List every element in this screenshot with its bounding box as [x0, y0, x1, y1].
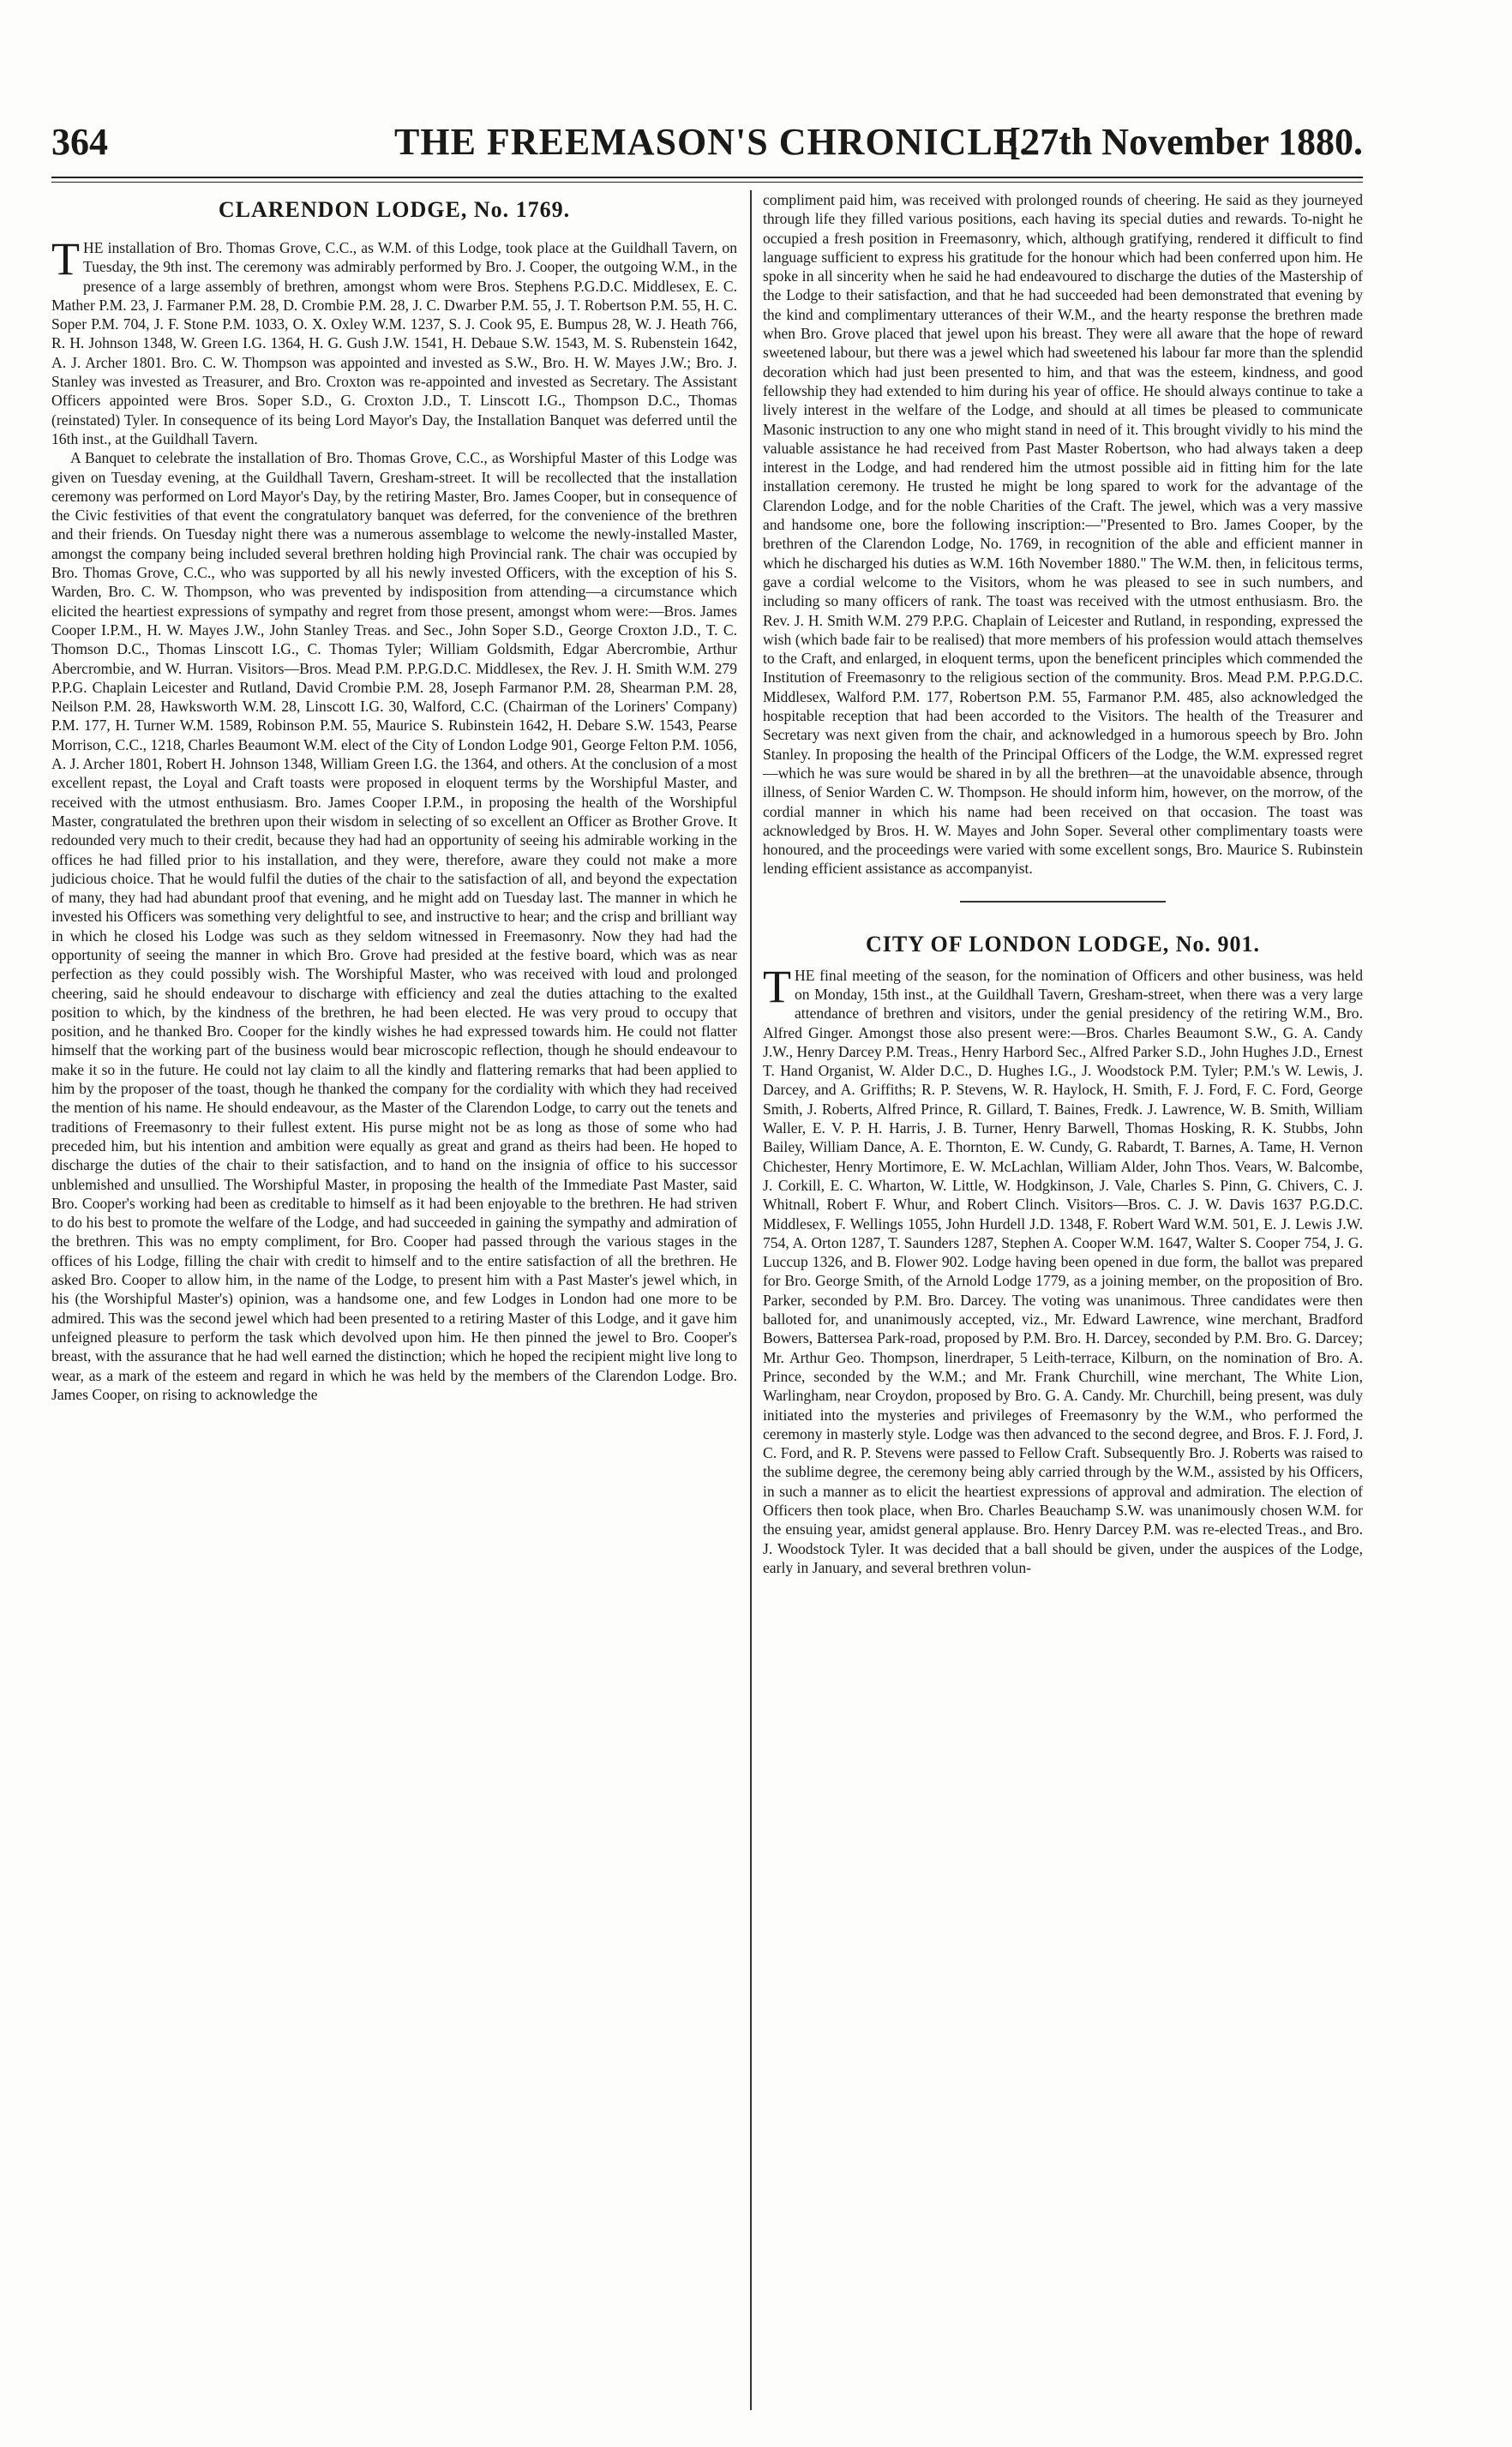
city-of-london-paragraph-1: [763, 960, 1363, 1578]
right-column: [763, 190, 1363, 1577]
page-number: 364: [51, 121, 108, 163]
clarendon-paragraph-1: [51, 233, 737, 448]
masthead: [51, 120, 1363, 175]
masthead-rule-thick: [51, 177, 1363, 178]
city-of-london-heading: CITY OF LONDON LODGE, No. 901.: [866, 931, 1260, 957]
article-separator: [960, 901, 1166, 903]
left-column: [51, 190, 737, 1404]
city-of-london-drop-cap: T: [763, 960, 791, 1012]
clarendon-paragraph-2: A Banquet to celebrate the installation of Bro. Thomas Grove, C.C., as Worshipful Master of this Lodge was given on Tuesday evening, at the Guildhall Tavern, Gresham-street. It will be recollected that the installation ceremony was performed on Lord Mayor's Day, by the retiring Master, Bro. James Cooper, but in consequence of the Civic festivities of that event the congratulatory banquet was deferred, for the convenience of the brethren and their friends. On Tuesday night there was a numerous assemblage to welcome the newly-installed Master, amongst the company being included several brethren holding high Provincial rank. The chair was occupied by Bro. Thomas Grove, C.C., who was supported by all his newly invested Officers, with the exception of his S. Warden, Bro. C. W. Thompson, who was prevented by indisposition from attending—a circumstance which elicited the heartiest expressions of sympathy and regret from those present, amongst whom were:—Bros. James Cooper I.P.M., H. W. Mayes J.W., John Stanley Treas. and Sec., John Soper S.D., George Croxton J.D., T. C. Thomson D.C., Thomas Linscott I.G., C. Thomas Tyler; William Goldsmith, Edgar Abercrombie, Arthur Abercrombie, and W. Hurran. Visitors—Bros. Mead P.M. P.P.G.D.C. Middlesex, the Rev. J. H. Smith W.M. 279 P.P.G. Chaplain Leicester and Rutland, David Crombie P.M. 28, Joseph Farmanor P.M. 28, Shearman P.M. 28, Neilson P.M. 28, Hawksworth W.M. 28, Linscott I.G. 30, Walford, C.C. (Chairman of the Loriners' Company) P.M. 177, H. Turner W.M. 1589, Robinson P.M. 55, Maurice S. Rubinstein 1642, H. Debare S.W. 1543, Pearse Morrison, C.C., 1218, Charles Beaumont W.M. elect of the City of London Lodge 901, George Felton P.M. 1056, A. J. Archer 1801, Robert H. Johnson 1348, William Green I.G. the 1364, and others. At the conclusion of a most excellent repast, the Loyal and Craft toasts were proposed in eloquent terms by the Worshipful Master, and received with the utmost enthusiasm. Bro. James Cooper I.P.M., in proposing the health of the Worshipful Master, congratulated the brethren upon their wisdom in selecting of so excellent an Officer as Brother Grove. It redounded very much to their credit, because they had had an opportunity of seeing his admirable working in the offices he had filled prior to his installation, and they were, therefore, aware they could not make a more judicious choice. That he would fulfil the duties of the chair to the satisfaction of all, and beyond the expectation of many, they had had abundant proof that evening, and he might add on Tuesday last. The manner in which he invested his Officers was something very delightful to see, and instructive to hear; and the crisp and brilliant way in which he closed his Lodge was such as they seldom witnessed in Freemasonry. Now they had had the opportunity of seeing the manner in which Bro. Grove had presided at the festive board, which was as near perfection as they could possibly wish. The Worshipful Master, who was received with loud and prolonged cheering, said he should endeavour to discharge with efficiency and zeal the duties attaching to the exalted position to which, by the kindness of the brethren, he had been elected. He was very proud to occupy that position, and he thanked Bro. Cooper for the kindly wishes he had expressed towards him. He could not flatter himself that the working part of the business would bear microscopic reflection, though he should endeavour to make it so in the future. He could not lay claim to all the kindly and flattering remarks that had been applied to him by the proposer of the toast, though he thanked the company for the cordiality with which they had received the mention of his name. He should endeavour, as the Master of the Clarendon Lodge, to carry out the tenets and traditions of Freemasonry to their fullest extent. His purse might not be as long as those of some who had preceded him, but his intention and ambition were equally as great and grand as theirs had been. He hoped to discharge the duties of the chair to their satisfaction, and to hand on the insignia of office to his successor unblemished and unsullied. The Worshipful Master, in proposing the health of the Immediate Past Master, said Bro. Cooper's working had been as creditable to himself as it had been enjoyable to the brethren. He had striven to do his best to promote the welfare of the Lodge, and had succeeded in gaining the sympathy and admiration of the brethren. This was no empty compliment, for Bro. Cooper had passed through the various stages in the offices of his Lodge, filling the chair with credit to himself and to the entire satisfaction of all the brethren. He asked Bro. Cooper to allow him, in the name of the Lodge, to present him with a Past Master's jewel which, in his (the Worshipful Master's) opinion, was a handsome one, and few Lodges in London had one more to be admired. This was the second jewel which had been presented to a retiring Master of this Lodge, and it gave him unfeigned pleasure to perform the task which devolved upon him. He then pinned the jewel to Bro. Cooper's breast, with the assurance that he had well earned the distinction; which he hoped the recipient might live long to wear, as a mark of the esteem and regard in which he was held by the members of the Clarendon Lodge. Bro. James Cooper, on rising to acknowledge the: [51, 449, 737, 1403]
clarendon-heading: CLARENDON LODGE, No. 1769.: [218, 197, 571, 222]
issue-date: [27th November 1880.: [1008, 121, 1363, 163]
clarendon-paragraph-1-text: HE installation of Bro. Thomas Grove, C.C., as W.M. of this Lodge, took place at the Guildhall Tavern, on Tuesday, the 9th inst. The ceremony was admirably performed by Bro. J. Cooper, the outgoing W.M., in the presence of a large assembly of brethren, amongst whom were Bros. Stephens P.G.D.C. Middlesex, E. C. Mather P.M. 23, J. Farmaner P.M. 28, D. Crombie P.M. 28, J. C. Dwarber P.M. 55, J. T. Robertson P.M. 55, H. C. Soper P.M. 704, J. F. Stone P.M. 1033, O. X. Oxley W.M. 1237, S. J. Cook 95, E. Bumpus 28, W. J. Heath 766, R. H. Johnson 1348, W. Green I.G. 1364, H. G. Gush J.W. 1541, H. Debaue S.W. 1543, M. S. Rubenstein 1642, A. J. Archer 1801. Bro. C. W. Thompson was appointed and invested as S.W., Bro. H. W. Mayes J.W.; Bro. J. Stanley was invested as Treasurer, and Bro. Croxton was re-appointed and invested as Secretary. The Assistant Officers appointed were Bros. Soper S.D., G. Croxton J.D., T. Linscott I.G., Thompson D.C., Thomas (reinstated) Tyler. In consequence of its being Lord Mayor's Day, the Installation Banquet was deferred until the 16th inst., at the Guildhall Tavern.: [51, 239, 737, 447]
publication-title: THE FREEMASON'S CHRONICLE.: [394, 121, 1030, 163]
column-divider: [750, 190, 752, 2410]
masthead-rule-thin: [51, 182, 1363, 183]
city-of-london-paragraph-1-text: HE final meeting of the season, for the nomination of Officers and other business, was held on Monday, 15th inst., at the Guildhall Tavern, Gresham-street, when there was a very large attendance of brethren and visitors, under the genial presidency of the retiring W.M., Bro. Alfred Ginger. Amongst those also present were:—Bros. Charles Beaumont S.W., G. A. Candy J.W., Henry Darcey P.M. Treas., Henry Harbord Sec., Alfred Parker S.D., John Hughes J.D., Ernest T. Hand Organist, W. Alder D.C., D. Hughes I.G., J. Woodstock P.M. Tyler; P.M.'s W. Lewis, J. Darcey, and A. Griffiths; R. P. Stevens, W. R. Haylock, H. Smith, F. J. Ford, F. C. Ford, George Smith, J. Roberts, Alfred Prince, R. Gillard, T. Baines, Fredk. J. Lawrence, W. B. Smith, William Waller, E. V. P. H. Harris, J. B. Turner, Henry Barwell, Thomas Hosking, R. K. Stubbs, John Bailey, William Dance, A. E. Thornton, E. W. Cundy, G. Rabardt, T. Barnes, A. Tame, H. Vernon Chichester, Henry Mortimore, E. W. McLachlan, William Alder, John Thos. Vears, W. Balcombe, J. Corkill, E. C. Wharton, W. Little, W. Hodgkinson, J. Vale, Charles S. Pinn, G. Chivers, C. J. Whitnall, Robert F. Whur, and Robert Clinch. Visitors—Bros. C. J. W. Davis 1637 P.G.D.C. Middlesex, F. Wellings 1055, John Hurdell J.D. 1348, F. Robert Ward W.M. 501, E. J. Lewis J.W. 754, A. Orton 1287, T. Saunders 1287, Stephen A. Cooper W.M. 1647, Walter S. Cooper 754, J. G. Luccup 1326, and B. Flower 902. Lodge having been opened in due form, the ballot was prepared for Bro. George Smith, of the Arnold Lodge 1779, as a joining member, on the proposition of Bro. Parker, seconded by P.M. Bro. Darcey. The voting was unanimous. Three candidates were then balloted for, and unanimously accepted, viz., Mr. Edward Lawrence, wine merchant, Bradford Bowers, Battersea Park-road, proposed by P.M. Bro. H. Darcey, seconded by P.M. Bro. G. Darcey; Mr. Arthur Geo. Thompson, linerdraper, 5 Leith-terrace, Kilburn, on the nomination of Bro. A. Prince, seconded by the W.M.; and Mr. Frank Churchill, wine merchant, The White Lion, Warlingham, near Croydon, proposed by Bro. G. A. Candy. Mr. Churchill, being present, was duly initiated into the mysteries and privileges of Freemasonry by the W.M., who performed the ceremony in masterly style. Lodge was then advanced to the second degree, and Bros. F. J. Ford, J. C. Ford, and R. P. Stevens were passed to Fellow Craft. Subsequently Bro. J. Roberts was raised to the sublime degree, the ceremony being ably carried through by the W.M., assisted by his Officers, in such a manner as to elicit the heartiest expressions of approval and admiration. The election of Officers then took place, when Bro. Charles Beauchamp S.W. was unanimously chosen W.M. for the ensuing year, amidst general applause. Bro. Henry Darcey P.M. was re-elected Treas., and Bro. J. Woodstock Tyler. It was decided that a ball should be given, under the auspices of the Lodge, early in January, and several brethren volun-: [763, 966, 1363, 1576]
clarendon-drop-cap: T: [51, 233, 80, 285]
clarendon-paragraph-3: compliment paid him, was received with prolonged rounds of cheering. He said as they journeyed through life they filled various positions, each having its special duties and rewards. To-night he occupied a fresh position in Freemasonry, which, although gratifying, rendered it difficult to find language sufficient to express his gratitude for the honour which had been conferred upon him. He spoke in all sincerity when he said he had endeavoured to discharge the duties of the Mastership of the Lodge to their satisfaction, and that he had succeeded had been demonstrated that evening by the kind and complimentary utterances of their W.M., and the hearty response the brethren made when Bro. Grove placed that jewel upon his breast. They were all aware that the hope of reward sweetened labour, but there was a jewel which had sweetened his labour far more than the splendid decoration which had just been presented to him, and that was the esteem, kindness, and good fellowship they had extended to him during his year of office. He should always continue to take a lively interest in the welfare of the Lodge, and should at all times be pleased to communicate Masonic instruction to any one who might stand in need of it. This brought vividly to his mind the valuable assistance he had received from Past Master Robertson, who had always taken a deep interest in the Lodge, and had rendered him the utmost possible aid in fitting him for the late installation ceremony. He trusted he might be long spared to work for the advantage of the Clarendon Lodge, and for the noble Charities of the Craft. The jewel, which was a very massive and handsome one, bore the following inscription:—"Presented to Bro. James Cooper, by the brethren of the Clarendon Lodge, No. 1769, in recognition of the able and efficient manner in which he discharged his duties as W.M. 16th November 1880." The W.M. then, in felicitous terms, gave a cordial welcome to the Visitors, whom he was pleased to see in such numbers, and including so many officers of rank. The toast was received with the utmost enthusiasm. Bro. the Rev. J. H. Smith W.M. 279 P.P.G. Chaplain of Leicester and Rutland, in responding, expressed the wish (which bade fair to be realised) that more members of his profession would attach themselves to the Craft, and enlarged, in eloquent terms, upon the beneficent principles which commended the Institution of Freemasonry to the religious section of the community. Bros. Mead P.M. P.P.G.D.C. Middlesex, Walford P.M. 177, Robertson P.M. 55, Farmanor P.M. 485, also acknowledged the hospitable reception that had been accorded to the Visitors. The health of the Treasurer and Secretary was next given from the chair, and acknowledged in a humorous speech by Bro. John Stanley. In proposing the health of the Principal Officers of the Lodge, the W.M. expressed regret—which he was sure would be shared in by all the brethren—at the unavoidable absence, through illness, of Senior Warden C. W. Thompson. He should inform him, however, on the morrow, of the cordial manner in which his name had been received on that occasion. The toast was acknowledged by Bros. H. W. Mayes and John Soper. Several other complimentary toasts were honoured, and the proceedings were varied with some excellent songs, Bro. Maurice S. Rubinstein lending efficient assistance as accompanyist.: [763, 191, 1363, 878]
